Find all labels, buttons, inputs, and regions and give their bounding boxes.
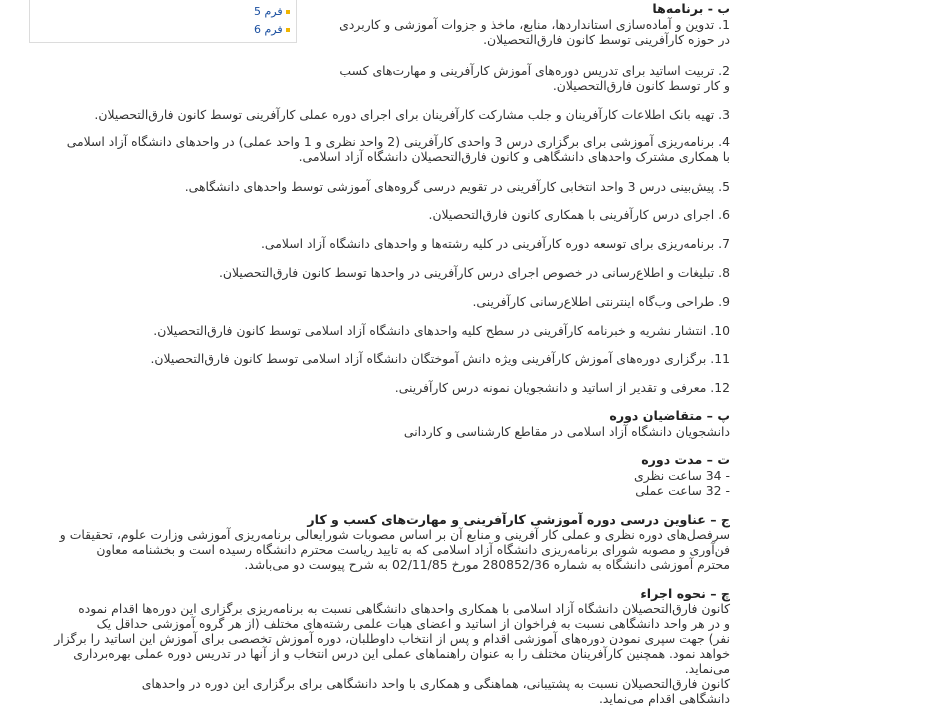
program-item: 3. تهیه بانک اطلاعات کارآفرینان و جلب مشارکت کارآفرینان برای اجرای دوره عملی کارآفرینی توسط کانون فارق‌التحصیلان. xyxy=(94,107,730,122)
form-5-link[interactable]: فرم 5 xyxy=(254,5,290,18)
program-item: 9. طراحی وب‌گاه اینترنتی اطلاع‌رسانی کارآفرینی. xyxy=(472,294,730,309)
program-item: 1. تدوین و آماده‌سازی استانداردها، منابع، ماخذ و جزوات آموزشی و کاربردی در حوزه کارآفرینی توسط کانون فارق‌التحصیلان. xyxy=(339,17,730,47)
section-heading-programs: ب - برنامه‌ها xyxy=(652,1,730,16)
section-heading-duration: ت – مدت دوره xyxy=(641,452,730,467)
bullet-icon xyxy=(286,28,290,32)
program-item: 10. انتشار نشریه و خبرنامه کارآفرینی در سطح کلیه واحدهای دانشگاه آزاد اسلامی توسط کانون فارق‌التحصیلان. xyxy=(153,323,730,338)
section-heading-course-titles: ج – عناوین درسی دوره آموزشی کارآفرینی و مهارت‌های کسب و کار xyxy=(307,512,730,527)
duration-practice: - 32 ساعت عملی xyxy=(635,483,730,498)
program-item: 12. معرفی و تقدیر از اساتید و دانشجویان نمونه درس کارآفرینی. xyxy=(394,380,730,395)
program-item: 6. اجرای درس کارآفرینی با همکاری کانون فارق‌التحصیلان. xyxy=(428,207,730,222)
section-heading-implementation: چ – نحوه اجراء xyxy=(640,586,730,601)
section-heading-applicants: پ – متقاضیان دوره xyxy=(609,408,730,423)
implementation-text: کانون فارق‌التحصیلان دانشگاه آزاد اسلامی با همکاری واحدهای دانشگاهی نسبت به برنامه‌ریزی برگزاری این دوره‌ها اقدام نموده و در هر واحد دانشگاهی نسبت به فراخوان از اساتید و اعضای هیات علمی رشته‌های مختلف (از هر گروه آموزشی حداقل یک نفر) جهت سپری نمودن دوره‌های آموزشی اقدام و پس از انتخاب داوطلبان، دوره آموزش تخصصی برای آموزش این اساتید را برگزار خواهد نمود. همچنین کارآفرینان مختلف را به عنوان راهنماهای عملی این درس انتخاب و از آنها در تدریس دوره عملی بهره‌برداری می‌نماید. کانون فارق‌التحصیلان نسبت به پشتیبانی، هماهنگی و همکاری با واحد دانشگاهی برای برگزاری این دوره در واحدهای دانشگاهی اقدام می‌نماید. xyxy=(54,601,730,706)
duration-theory: - 34 ساعت نظری xyxy=(634,468,730,483)
applicants-text: دانشجویان دانشگاه آزاد اسلامی در مقاطع کارشناسی و کاردانی xyxy=(403,424,730,439)
program-item: 7. برنامه‌ریزی برای توسعه دوره کارآفرینی در کلیه رشته‌ها و واحدهای دانشگاه آزاد اسلامی. xyxy=(260,236,730,251)
course-titles-text: سرفصل‌های دوره نظری و عملی کار آفرینی و منابع آن بر اساس مصوبات شورایعالی برنامه‌ریزی آموزشی وزارت علوم، تحقیقات و فن‌آوری و مصوبه شورای برنامه‌ریزی دانشگاه آزاد اسلامی که به تایید ریاست محترم دانشگاه رسیده است و بخشنامه معاون محترم آموزشی دانشگاه به شماره 280852/36 مورخ 02/11/85 به شرح پیوست دو می‌باشد. xyxy=(59,527,730,572)
program-item: 2. تربیت اساتید برای تدریس دوره‌های آموزش کارآفرینی و مهارت‌های کسب و کار توسط کانون فارق‌التحصیلان. xyxy=(339,63,730,93)
bullet-icon xyxy=(286,10,290,14)
program-item: 4. برنامه‌ریزی آموزشی برای برگزاری درس 3 واحدی کارآفرینی (2 واحد نظری و 1 واحد عملی) در واحدهای دانشگاه آزاد اسلامی با همکاری مشترک واحدهای دانشگاهی و کانون فارق‌التحصیلان دانشگاه آزاد اسلامی. xyxy=(66,134,730,164)
program-item: 8. تبلیغات و اطلاع‌رسانی در خصوص اجرای درس کارآفرینی در واحدها توسط کانون فارق‌التحصیلان. xyxy=(218,265,730,280)
form-6-link[interactable]: فرم 6 xyxy=(254,23,290,36)
program-item: 5. پیش‌بینی درس 3 واحد انتخابی کارآفرینی در تقویم درسی گروه‌های آموزشی توسط واحدهای دانشگاهی. xyxy=(184,179,730,194)
program-item: 11. برگزاری دوره‌های آموزش کارآفرینی ویژه دانش آموختگان دانشگاه آزاد اسلامی توسط کانون فارق‌التحصیلان. xyxy=(150,351,730,366)
